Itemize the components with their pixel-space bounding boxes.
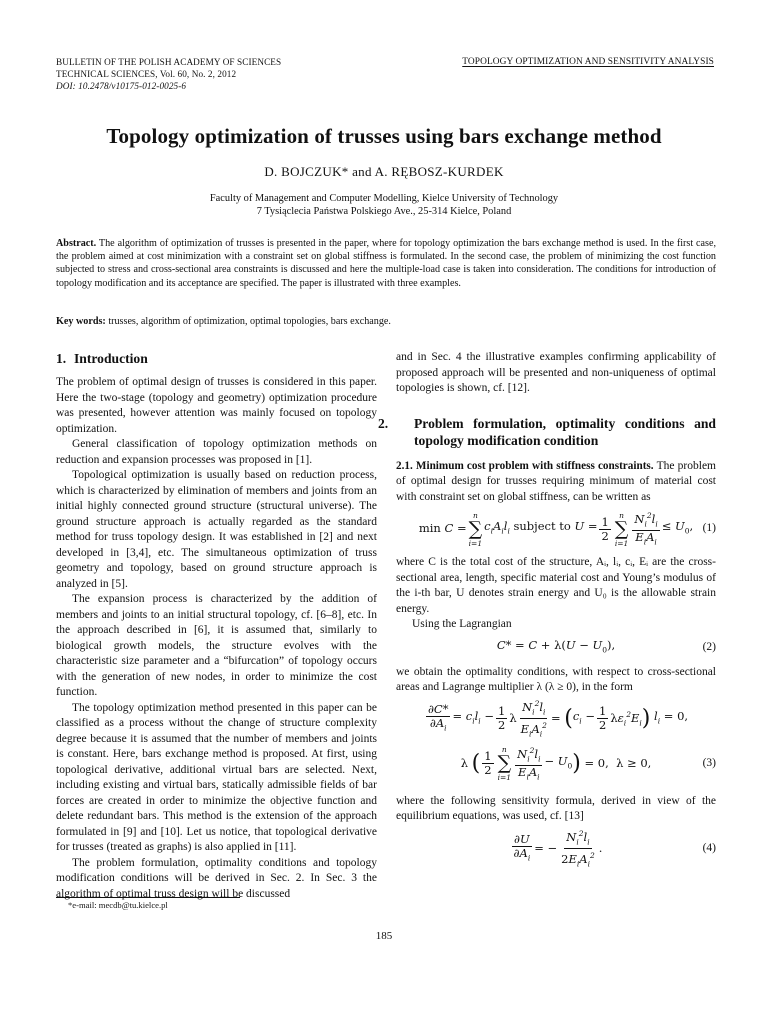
affiliation — [40, 192, 728, 218]
doi[interactable]: DOI: 10.2478/v10175-012-0025-6 — [56, 80, 187, 91]
running-title: TOPOLOGY OPTIMIZATION AND SENSITIVITY ANALYSIS — [462, 57, 714, 67]
section-title: Problem formulation, optimality conditions and topology modification condition — [414, 415, 716, 448]
paragraph: The expansion process is characterized by the addition of members and joints to an initial structural topology, cf. [6–8], etc. In the approach described in [6], it is assumed that, similarly to biological growth models, the structure evolves with the characteristic size parameter and a “bifurcation” of topology occurs with the generation of new nodes, in order to minimize the cost function. — [56, 593, 377, 698]
paragraph: The problem formulation, optimality conditions and topology modification conditions will be derived in Sec. 2. In Sec. 3 the algorithm of optimal truss design will be discussed — [56, 856, 377, 900]
abstract-label: Abstract. — [56, 238, 97, 249]
abstract-text: The algorithm of optimization of trusses is presented in the paper, where for topology optimization the bars exchange method is used. In the first case, the problem aimed at cost minimization with a constraint set on global stiffness is formulated. In the second case, the problem of minimizing the cost function subjected to stress and cross-sectional area constraints is discussed and here the multiple-load case is taken into consideration. The conditions for introduction of topology modification and its acceptance are specified. The paper is illustrated with three examples. — [56, 238, 716, 289]
paper-title: Topology optimization of trusses using bars exchange method — [106, 124, 662, 148]
keywords-text: trusses, algorithm of optimization, optimal topologies, bars exchange. — [105, 316, 391, 327]
equation-1: min C = n ∑ i=1 $c_iA_il_i$ subject to U = $\frac{1}{2}$ n ∑ i=1 $\frac{N_i^2l_i}{E_iA_i}$ ≤ $U_0$, (1) — [418, 510, 716, 548]
subsection-heading — [396, 460, 654, 472]
journal-name: BULLETIN OF THE POLISH ACADEMY OF SCIENCES — [56, 57, 282, 67]
paragraph: General classification of topology optimization methods on reduction and expansion processes was proposed in [1]. — [56, 438, 377, 466]
equation-number: (1) — [702, 522, 716, 535]
left-column — [56, 350, 377, 902]
footnote-email: *e-mail: mecdb@tu.kielce.pl — [68, 900, 168, 910]
authors: D. BOJCZUK* and A. RĘBOSZ-KURDEK — [264, 164, 504, 179]
equation-3a: $\frac{\partial C*}{\partial A_i}$ = $c_il_i$ − $\frac{1}{2}$ λ $\frac{N_i^2l_i}{E_iA_i^2}$ = ( $c_i$ − $\frac{1}{2}$ $\lambda\varepsilon_i^2E_i$ ) $l_i = 0$, — [427, 698, 689, 739]
paragraph: The topology optimization method presented in this paper can be classified as a process without the change of structure complexity degree because it is assumed that the number of members and joints is constant. Here, bars exchange method is proposed. At first, using topological derivative, additional virtual bars are selected. Next, including existing and virtual bars, statically admissible fields of bar forces are created in order to minimize the objective function and delete redundant bars. This method is the extension of the approach formulated in [9] and [10]. Let us notice, that topological derivative for trusses (treated as graphs) is also applied in [11]. — [56, 701, 377, 853]
journal-volume: TECHNICAL SCIENCES, Vol. 60, No. 2, 2012 — [56, 68, 237, 79]
paragraph: we obtain the optimality conditions, with respect to cross-sectional areas and Lagrange multiplier λ (λ ≥ 0), in the form — [396, 665, 716, 693]
keywords — [56, 315, 716, 328]
section-title: Introduction — [74, 351, 148, 366]
subsection-number: 2.1. — [396, 459, 413, 472]
footnote-rule — [56, 897, 240, 898]
paragraph-text: The problem of optimal design for trusses requiring minimum of material cost with constraint set on global stiffness, can be written as — [396, 459, 716, 503]
paragraph: Topological optimization is usually based on reduction process, which is characterized by elimination of members and joints from an initial highly connected ground structure (structural universe). The ground structure approach is actually regarded as the standard method for truss topology design. It was established in [2] and next developed in [3,4], etc. The simultaneous optimization of truss geometry and topology, based on ground structure approach is analyzed in [5]. — [56, 469, 377, 590]
equation-number: (4) — [702, 841, 716, 854]
affiliation-line-1: Faculty of Management and Computer Modelling, Kielce University of Technology — [209, 193, 559, 204]
equation-number: (2) — [702, 640, 716, 653]
paragraph: where the following sensitivity formula, derived in view of the equilibrium equations, was used, cf. [13] — [396, 794, 716, 822]
paragraph-continuation: and in Sec. 4 the illustrative examples confirming applicability of proposed approach will be presented and non-uniqueness of optimal topologies is shown, cf. [12]. — [396, 351, 716, 394]
section-number: 2. — [378, 415, 389, 431]
subsection-title: Minimum cost problem with stiffness constraints. — [415, 459, 654, 472]
equation-number: (3) — [702, 756, 716, 769]
journal-header — [56, 57, 376, 92]
equation-4: $\frac{\partial U}{\partial A_i}$ = − $\frac{N_i^2l_i}{2E_iA_i^2}$ . (4) — [513, 828, 716, 869]
paragraph: Using the Lagrangian — [412, 618, 512, 630]
section-number: 1. — [56, 351, 67, 366]
paragraph: where C is the total cost of the structure, Aᵢ, lᵢ, cᵢ, Eᵢ are the cross-sectional area, length, specific material cost and Young’s modulus of the i-th bar, U denotes strain energy and U₀ is the allowable strain energy. — [396, 556, 716, 615]
abstract — [56, 237, 716, 290]
section-heading-problem-formulation — [378, 415, 716, 449]
equation-2: $C* = C + \lambda(U - U_0)$, (2) — [496, 637, 716, 654]
paragraph: The problem of optimal design of trusses is considered in this paper. Here the two-stage (topology and geometry) optimization procedure was presented, however attention was mainly focused on topology optimization. — [56, 376, 377, 435]
section-heading-introduction — [56, 350, 377, 367]
equation-3b: λ ( $\frac{1}{2}$ n ∑ i=1 $\frac{N_i^2l_i}{E_iA_i}$ − $U_0$ ) = 0, λ ≥ 0, (3) — [460, 745, 716, 782]
right-column — [378, 350, 716, 869]
page-number: 185 — [375, 930, 393, 942]
keywords-label: Key words: — [56, 316, 106, 327]
affiliation-line-2: 7 Tysiąclecia Państwa Polskiego Ave., 25-314 Kielce, Poland — [256, 206, 512, 217]
